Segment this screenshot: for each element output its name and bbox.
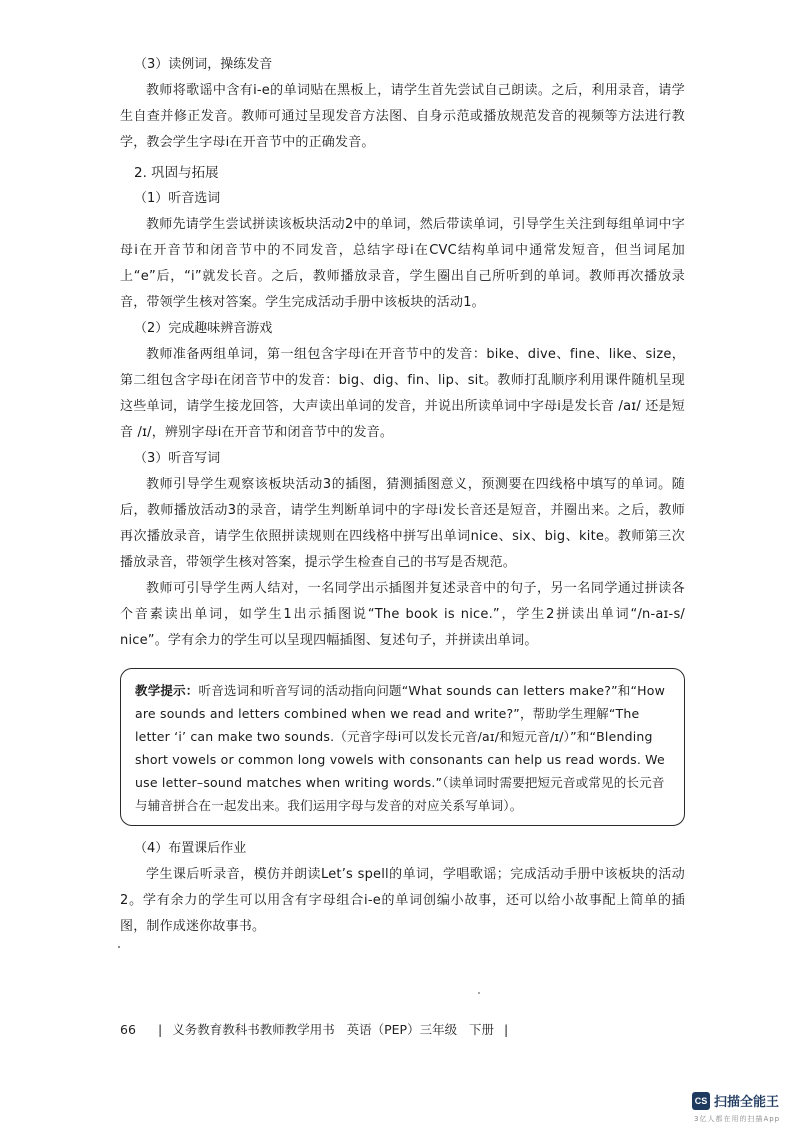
section-heading-read-words: （3）读例词，操练发音 <box>134 57 273 72</box>
section-heading-homework: （4）布置课后作业 <box>134 841 247 856</box>
paragraph-listen-write-1: 教师引导学生观察该板块活动3的插图，猜测插图意义，预测要在四线格中填写的单词。随后，教师播放活动3的录音，请学生判断单词中的字母i发长音还是短音，并圈出来。之后，教师再次播放录音，请学生依照拼读规则在四线格中拼写出单词nice、six、big、kite。教师第三次播放录音，带领学生核对答案，提示学生检查自己的书写是否规范。 <box>120 477 685 570</box>
section-heading-listen-write: （3）听音写词 <box>134 451 221 466</box>
teaching-tip-text: 听音选词和听音写词的活动指向问题“What sounds can letters make?”和“How are sounds and letters combined when we read and write?”，帮助学生理解“The letter ‘i’ can make two sounds.（元音字母i可以发长元音/aɪ/和短元音/ɪ/）”和“Blending short vowels or common long vowels with consonants can help us read words. We use letter–sound matches when writing words.”（读单词时需要把短元音或常见的长元音与辅音拼合在一起发出来。我们运用字母与发音的对应关系写单词）。 <box>135 683 666 813</box>
paragraph-listen-choose: 教师先请学生尝试拼读该板块活动2中的单词，然后带读单词，引导学生关注到每组单词中字母i在开音节和闭音节中的不同发音，总结字母i在CVC结构单词中通常发短音，但当词尾加上“e”后，“i”就发长音。之后，教师播放录音，学生圈出自己所听到的单词。教师再次播放录音，带领学生核对答案。学生完成活动手册中该板块的活动1。 <box>120 217 685 310</box>
paragraph-read-words: 教师将歌谣中含有i-e的单词贴在黑板上，请学生首先尝试自己朗读。之后，利用录音，请学生自查并修正发音。教师可通过呈现发音方法图、自身示范或播放规范发音的视频等方法进行教学，教会学生字母i在开音节中的正确发音。 <box>120 83 685 150</box>
scanner-slogan: 3亿人都在用的扫描App <box>694 1115 781 1123</box>
section-heading-consolidate: 2. 巩固与拓展 <box>134 165 219 181</box>
scanner-logo-icon: CS <box>692 1092 710 1110</box>
page-content <box>120 52 685 940</box>
paragraph-listen-write-2: 教师可引导学生两人结对，一名同学出示插图并复述录音中的句子，另一名同学通过拼读各个音素读出单词，如学生1出示插图说“The book is nice.”，学生2拼读出单词“/n-aɪ-s/ nice”。学有余力的学生可以呈现四幅插图、复述句子，并拼读出单词。 <box>120 581 685 648</box>
section-heading-sound-game: （2）完成趣味辨音游戏 <box>134 321 273 336</box>
teaching-tip-label: 教学提示： <box>135 683 199 698</box>
paragraph-sound-game: 教师准备两组单词，第一组包含字母i在开音节中的发音：bike、dive、fine、like、size，第二组包含字母i在闭音节中的发音：big、dig、fin、lip、sit。教师打乱顺序利用课件随机呈现这些单词，请学生接龙回答，大声读出单词的发音，并说出所读单词中字母i是发长音 /aɪ/ 还是短音 /ɪ/，辨别字母i在开音节和闭音节中的发音。 <box>120 347 685 440</box>
page-footer: 66 | 义务教育教科书教师教学用书 英语（PEP）三年级 下册 | <box>120 1022 509 1037</box>
book-volume: 下册 <box>469 1022 495 1037</box>
teaching-tip-box <box>120 668 685 826</box>
page-number: 66 <box>120 1022 136 1037</box>
scanner-app-name: 扫描全能王 <box>714 1095 780 1110</box>
scan-speck <box>118 946 120 948</box>
scan-speck <box>478 992 480 994</box>
scanner-watermark <box>688 1090 800 1132</box>
teaching-tip <box>135 679 672 817</box>
book-title: 义务教育教科书教师教学用书 <box>172 1022 335 1037</box>
paragraph-homework: 学生课后听录音，模仿并朗读Let’s spell的单词，学唱歌谣；完成活动手册中该板块的活动2。学有余力的学生可以用含有字母组合i-e的单词创编小故事，还可以给小故事配上简单的插图，制作成迷你故事书。 <box>120 867 685 934</box>
book-subject: 英语（PEP）三年级 <box>346 1022 458 1037</box>
section-heading-listen-choose: （1）听音选词 <box>134 191 221 206</box>
